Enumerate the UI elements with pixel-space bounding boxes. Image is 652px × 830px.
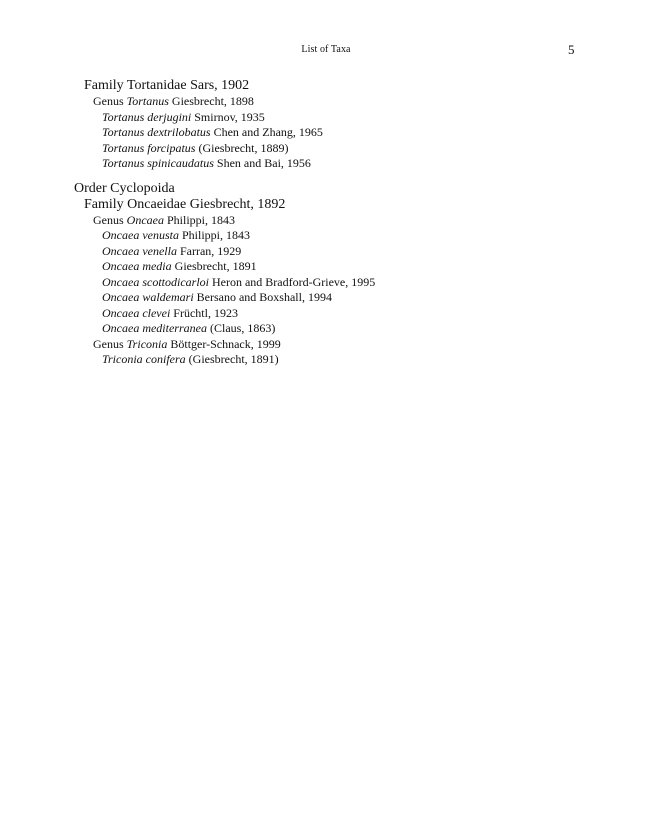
taxon-authority: (Claus, 1863) [206, 321, 276, 335]
taxon-authority: Smirnov, 1935 [191, 109, 265, 124]
taxon-genus-name: Oncaea [126, 212, 164, 227]
taxon-species-name: Oncaea venusta [102, 228, 179, 242]
taxon-species-name: Tortanus derjugini [102, 109, 192, 124]
taxon-genus-name: Tortanus [126, 94, 169, 108]
taxon-species [0, 244, 652, 260]
taxon-species-name: Triconia conifera [102, 352, 186, 366]
taxon-rank-prefix: Genus [93, 94, 127, 108]
taxon-species-name: Oncaea scottodicarloi [102, 274, 209, 289]
taxon-authority: (Giesbrecht, 1889) [195, 140, 289, 155]
taxon-authority: Böttger-Schnack, 1999 [167, 336, 281, 351]
running-title: List of Taxa [301, 44, 351, 55]
taxon-species [0, 290, 652, 306]
taxon-species [0, 156, 652, 172]
taxon-species [0, 228, 652, 244]
taxon-species [0, 352, 652, 368]
taxon-species [0, 141, 652, 157]
taxon-species [0, 110, 652, 126]
taxon-species [0, 321, 652, 337]
taxon-species-name: Oncaea mediterranea [102, 321, 207, 335]
taxon-rank-prefix: Genus [93, 212, 127, 227]
taxon-authority: (Giesbrecht, 1891) [185, 352, 279, 366]
taxon-species-name: Oncaea waldemari [102, 290, 194, 304]
taxon-authority: Chen and Zhang, 1965 [210, 125, 323, 139]
taxon-species-name: Oncaea venella [102, 243, 177, 258]
taxon-authority: Früchtl, 1923 [170, 305, 238, 320]
taxon-rank-prefix: Genus [93, 336, 127, 351]
taxon-species-name: Oncaea media [102, 259, 172, 273]
taxon-authority: Heron and Bradford-Grieve, 1995 [208, 274, 376, 289]
taxon-genus [0, 337, 652, 353]
taxon-species-name: Oncaea clevei [102, 305, 171, 320]
taxon-genus [0, 94, 652, 110]
taxon-family: Family Oncaeidae Giesbrecht, 1892 [84, 196, 286, 212]
taxon-authority: Giesbrecht, 1898 [168, 94, 254, 108]
taxon-authority: Farran, 1929 [176, 243, 242, 258]
taxon-authority: Giesbrecht, 1891 [171, 259, 257, 273]
taxon-species [0, 306, 652, 322]
taxon-species [0, 125, 652, 141]
taxon-species-name: Tortanus forcipatus [102, 140, 196, 155]
taxon-authority: Philippi, 1843 [164, 212, 236, 227]
taxon-genus-name: Triconia [126, 336, 168, 351]
taxa-list [0, 78, 652, 368]
taxon-species-name: Tortanus dextrilobatus [102, 125, 211, 139]
taxon-species-name: Tortanus spinicaudatus [102, 156, 214, 170]
taxon-order: Order Cyclopoida [74, 180, 175, 196]
taxon-authority: Shen and Bai, 1956 [213, 156, 311, 170]
taxon-genus [0, 213, 652, 229]
taxon-family: Family Tortanidae Sars, 1902 [84, 78, 250, 93]
taxon-authority: Philippi, 1843 [178, 228, 250, 242]
taxon-authority: Bersano and Boxshall, 1994 [193, 290, 332, 304]
taxon-species [0, 275, 652, 291]
taxon-species [0, 259, 652, 275]
page-number: 5 [568, 42, 575, 57]
